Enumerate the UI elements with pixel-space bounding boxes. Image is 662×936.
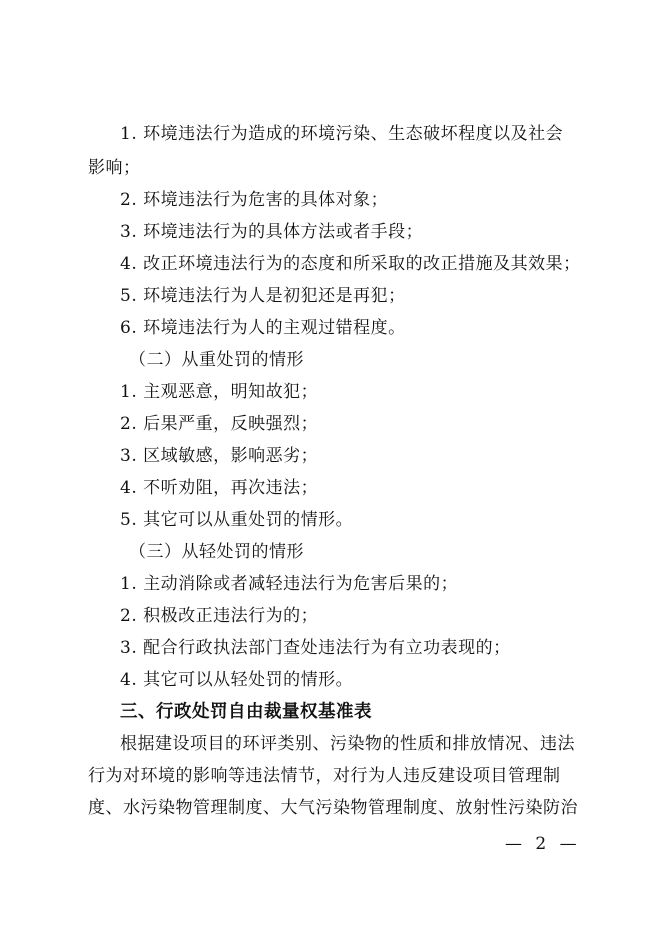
list-item-continuation: 影响； [88, 158, 141, 178]
list-item: 1. 主观恶意，明知故犯； [120, 382, 319, 402]
body-paragraph-line: 根据建设项目的环评类别、污染物的性质和排放情况、违法 [120, 734, 575, 754]
list-item: 1. 环境违法行为造成的环境污染、生态破坏程度以及社会 [120, 124, 564, 144]
list-item: 5. 环境违法行为人是初犯还是再犯； [120, 286, 406, 306]
list-item: 2. 环境违法行为危害的具体对象； [120, 190, 389, 210]
body-paragraph-line: 行为对环境的影响等违法情节，对行为人违反建设项目管理制 [88, 766, 561, 786]
list-item: 4. 其它可以从轻处罚的情形。 [120, 670, 354, 690]
body-paragraph-line: 度、水污染物管理制度、大气污染物管理制度、放射性污染防治 [88, 798, 578, 818]
list-item: 4. 改正环境违法行为的态度和所采取的改正措施及其效果； [120, 254, 581, 274]
subsection-heading: （三）从轻处罚的情形 [129, 542, 304, 562]
section-heading: 三、行政处罚自由裁量权基准表 [120, 702, 372, 722]
list-item: 3. 配合行政执法部门查处违法行为有立功表现的； [120, 638, 511, 658]
page-number: — 2 — [505, 834, 581, 854]
subsection-heading: （二）从重处罚的情形 [129, 350, 304, 370]
list-item: 4. 不听劝阻，再次违法； [120, 478, 319, 498]
list-item: 1. 主动消除或者减轻违法行为危害后果的； [120, 574, 459, 594]
list-item: 6. 环境违法行为人的主观过错程度。 [120, 318, 406, 338]
list-item: 3. 环境违法行为的具体方法或者手段； [120, 222, 424, 242]
list-item: 2. 后果严重，反映强烈； [120, 414, 319, 434]
list-item: 5. 其它可以从重处罚的情形。 [120, 510, 354, 530]
list-item: 2. 积极改正违法行为的； [120, 606, 319, 626]
list-item: 3. 区域敏感，影响恶劣； [120, 446, 319, 466]
